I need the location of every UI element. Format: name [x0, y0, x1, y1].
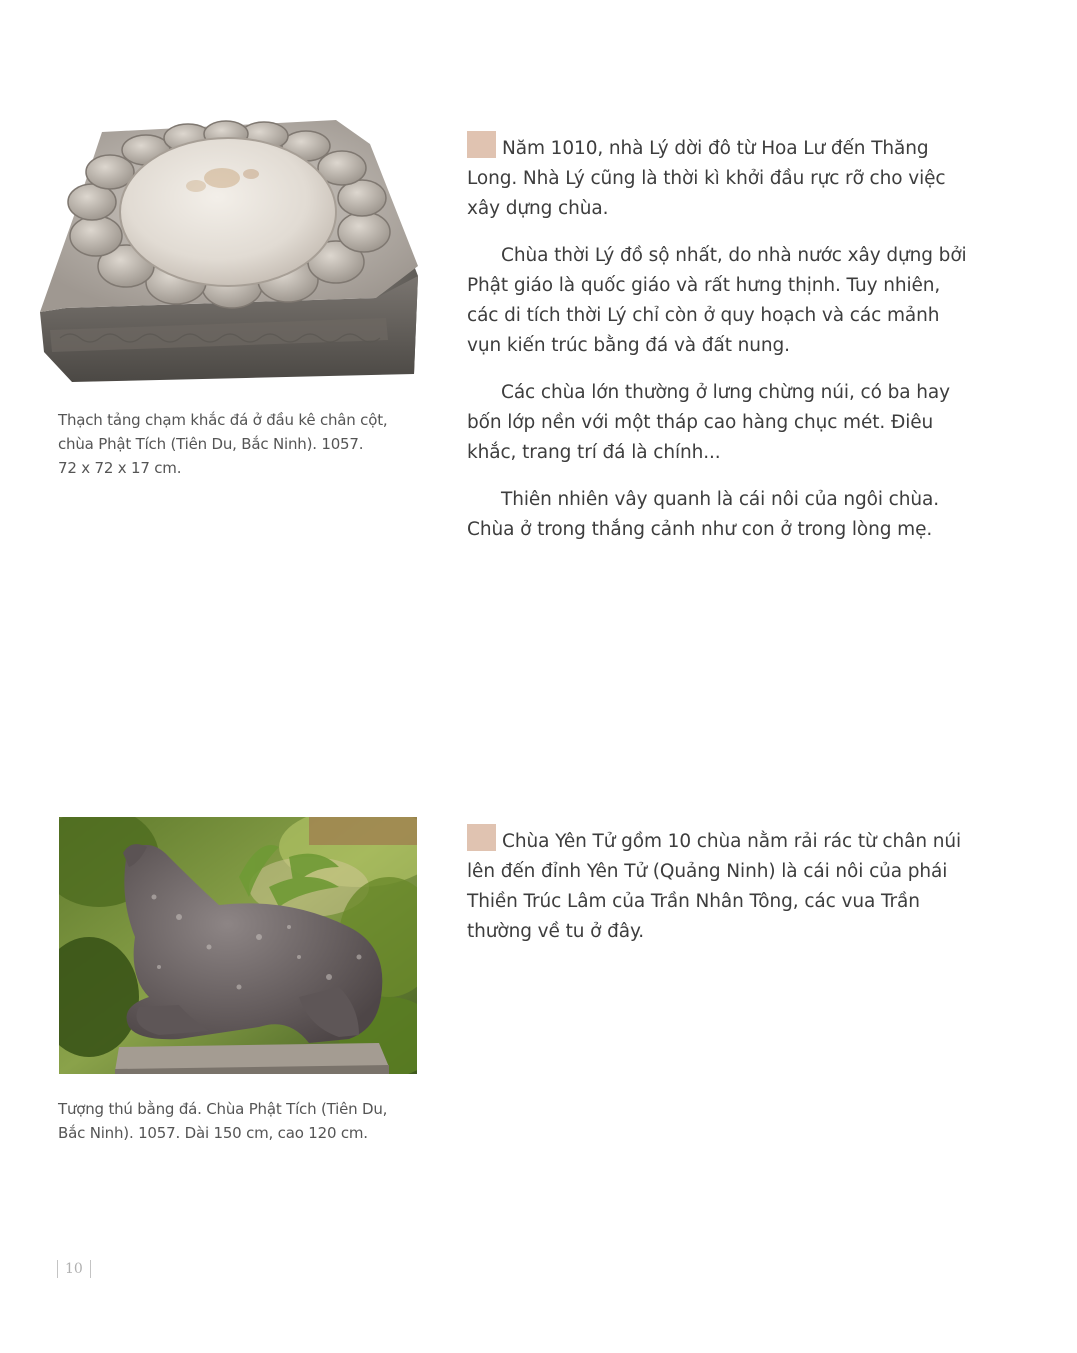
section-1-text [467, 131, 967, 562]
stone-animal-statue-image [59, 817, 417, 1074]
stone-column-base-image [36, 116, 422, 388]
page-number [57, 1259, 91, 1279]
section-marker-icon [467, 131, 496, 158]
caption-line: chùa Phật Tích (Tiên Du, Bắc Ninh). 1057. [58, 435, 364, 453]
section-marker-icon [467, 824, 496, 851]
paragraph [467, 241, 967, 361]
stone-animal-caption [58, 1097, 418, 1145]
paragraph [467, 485, 967, 545]
paragraph-text: Chùa Yên Tử gồm 10 chùa nằm rải rác từ chân núi lên đến đỉnh Yên Tử (Quảng Ninh) là cái nôi của phái Thiền Trúc Lâm của Trần Nhân Tông, các vua Trần thường về tu ở đây. [467, 831, 962, 942]
stone-base-caption [58, 408, 418, 480]
page-number-text: 10 [65, 1261, 83, 1277]
caption-line: 72 x 72 x 17 cm. [58, 459, 182, 477]
caption-line: Bắc Ninh). 1057. Dài 150 cm, cao 120 cm. [58, 1124, 368, 1142]
paragraph [467, 378, 967, 468]
paragraph-text: Chùa thời Lý đồ sộ nhất, do nhà nước xây dựng bởi Phật giáo là quốc giáo và rất hưng thịnh. Tuy nhiên, các di tích thời Lý chỉ còn ở quy hoạch và các mảnh vụn kiến trúc bằng đá và đất nung. [467, 245, 967, 356]
paragraph-text: Năm 1010, nhà Lý dời đô từ Hoa Lư đến Thăng Long. Nhà Lý cũng là thời kì khởi đầu rực rỡ cho việc xây dựng chùa. [467, 138, 946, 219]
paragraph-text: Thiên nhiên vây quanh là cái nôi của ngôi chùa. Chùa ở trong thắng cảnh như con ở trong lòng mẹ. [467, 489, 939, 540]
caption-line: Thạch tảng chạm khắc đá ở đầu kê chân cột, [58, 411, 388, 429]
caption-line: Tượng thú bằng đá. Chùa Phật Tích (Tiên Du, [58, 1100, 388, 1118]
paragraph-text: Các chùa lớn thường ở lưng chừng núi, có ba hay bốn lớp nền với một tháp cao hàng chục mét. Điêu khắc, trang trí đá là chính... [467, 382, 950, 463]
paragraph [467, 131, 967, 224]
divider [90, 1260, 91, 1278]
section-2-text [467, 824, 967, 964]
paragraph [467, 824, 967, 947]
